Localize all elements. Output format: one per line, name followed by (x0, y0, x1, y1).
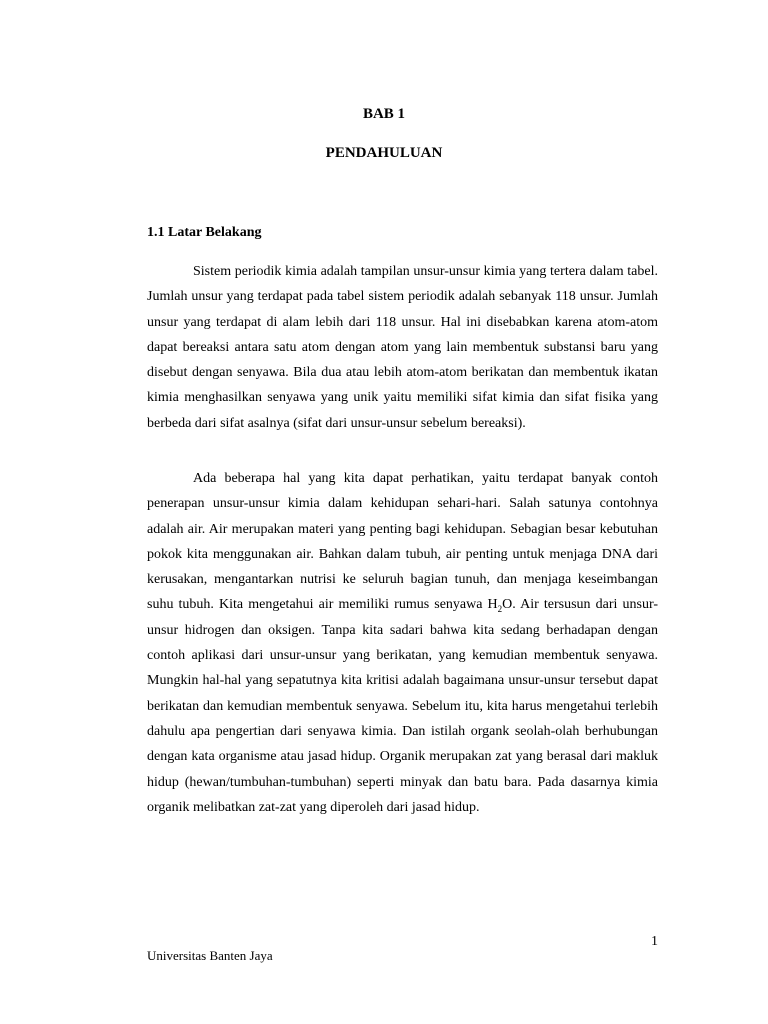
page-number: 1 (651, 934, 658, 949)
section-heading: 1.1 Latar Belakang (147, 225, 262, 240)
paragraph-1: Sistem periodik kimia adalah tampilan unsur-unsur kimia yang tertera dalam tabel. Jumlah unsur yang terdapat pada tabel sistem periodik adalah sebanyak 118 unsur. Jumlah unsur yang terdapat di alam lebih dari 118 unsur. Hal ini disebabkan karena atom-atom dapat bereaksi antara satu atom dengan atom yang lain membentuk substansi baru yang disebut dengan senyawa. Bila dua atau lebih atom-atom berikatan dan membentuk ikatan kimia menghasilkan senyawa yang unik yaitu memiliki sifat kimia dan sifat fisika yang berbeda dari sifat asalnya (sifat dari unsur-unsur sebelum bereaksi). (147, 264, 658, 431)
paragraph-2-part-2: O. Air tersusun dari unsur-unsur hidrogen dan oksigen. Tanpa kita sadari bahwa kita sedang berhadapan dengan contoh aplikasi dari unsur-unsur yang berikatan, yang kemudian membentuk senyawa. Mungkin hal-hal yang sepatutnya kita kritisi adalah bagaimana unsur-unsur tersebut dapat berikatan dan kemudian membentuk senyawa. Sebelum itu, kita harus mengetahui terlebih dahulu apa pengertian dari senyawa kimia. Dan istilah organk seolah-olah berhubungan dengan kata organisme atau jasad hidup. Organik merupakan zat yang berasal dari makluk hidup (hewan/tumbuhan-tumbuhan) seperti minyak dan batu bara. Pada dasarnya kimia organik melibatkan zat-zat yang diperoleh dari jasad hidup. (147, 597, 658, 815)
paragraph-2-part-1: Ada beberapa hal yang kita dapat perhatikan, yaitu terdapat banyak contoh penerapan unsur-unsur kimia dalam kehidupan sehari-hari. Salah satunya contohnya adalah air. Air merupakan materi yang penting bagi kehidupan. Sebagian besar kebutuhan pokok kita menggunakan air. Bahkan dalam tubuh, air penting untuk menjaga DNA dari kerusakan, mengantarkan nutrisi ke seluruh bagian tunuh, dan menjaga keseimbangan suhu tubuh. Kita mengetahui air memiliki rumus senyawa H (147, 471, 658, 613)
paragraph-2 (147, 466, 658, 820)
chapter-number: BAB 1 (362, 106, 406, 122)
chapter-title: PENDAHULUAN (325, 145, 443, 161)
footer-text: Universitas Banten Jaya (147, 948, 273, 963)
subscript-2: 2 (497, 604, 503, 615)
